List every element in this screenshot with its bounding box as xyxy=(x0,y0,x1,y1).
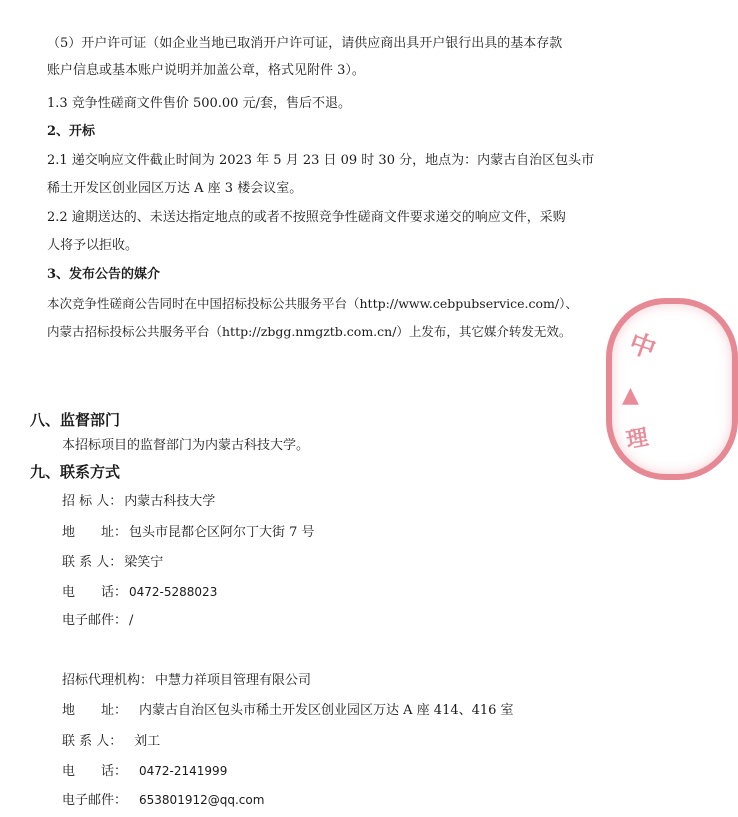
seal-fragment-top: 中 xyxy=(624,328,660,366)
agent-name-row xyxy=(62,673,311,689)
label: 地 址： xyxy=(62,525,128,540)
tenderer-phone-row xyxy=(62,584,217,601)
tenderer-contact: 梁笑宁 xyxy=(124,555,164,570)
heading-bid-opening: 2、开标 xyxy=(47,124,96,139)
paragraph-media: 本次竞争性磋商公告同时在中国招标投标公共服务平台（http://www.cebpubservice.com/）、 xyxy=(47,296,578,311)
official-seal-stamp xyxy=(606,298,738,480)
seal-fragment-bottom: 理 xyxy=(624,424,651,454)
agent-address: 内蒙古自治区包头市稀土开发区创业园区万达 A 座 414、416 室 xyxy=(139,703,514,718)
section-9-heading: 九、联系方式 xyxy=(30,463,121,481)
seal-star: ▲ xyxy=(622,382,639,408)
tenderer-contact-row xyxy=(62,555,163,571)
section-8-text: 本招标项目的监督部门为内蒙古科技大学。 xyxy=(62,438,310,453)
agent-phone: 0472-2141999 xyxy=(139,764,228,778)
agent-email-row xyxy=(62,792,264,809)
tenderer-email-row xyxy=(62,613,133,629)
label: 电 话： xyxy=(62,764,128,779)
label: 招标代理机构： xyxy=(62,673,154,688)
label: 电子邮件： xyxy=(62,613,128,628)
tenderer-address-row xyxy=(62,525,315,541)
paragraph-price: 1.3 竞争性磋商文件售价 500.00 元/套，售后不退。 xyxy=(47,96,351,111)
tenderer-email: / xyxy=(129,613,134,628)
paragraph-deadline: 2.1 递交响应文件截止时间为 2023 年 5 月 23 日 09 时 30 分，地点为：内蒙古自治区包头市 xyxy=(47,153,595,168)
section-8-heading: 八、监督部门 xyxy=(30,411,121,429)
paragraph-late-submission: 2.2 逾期送达的、未送达指定地点的或者不按照竞争性磋商文件要求递交的响应文件，采购 xyxy=(47,210,566,225)
agent-email: 653801912@qq.com xyxy=(139,793,265,807)
paragraph-late-submission-cont: 人将予以拒收。 xyxy=(47,238,139,253)
paragraph-license-cont: 账户信息或基本账户说明并加盖公章，格式见附件 3）。 xyxy=(47,63,365,78)
label: 电子邮件： xyxy=(62,793,128,808)
paragraph-license: （5）开户许可证（如企业当地已取消开户许可证，请供应商出具开户银行出具的基本存款 xyxy=(47,36,563,51)
tenderer-address: 包头市昆都仑区阿尔丁大街 7 号 xyxy=(129,525,315,540)
tenderer-phone: 0472-5288023 xyxy=(129,585,218,599)
label: 招 标 人： xyxy=(62,494,123,509)
tenderer-name: 内蒙古科技大学 xyxy=(124,494,216,509)
tenderer-name-row xyxy=(62,494,215,510)
paragraph-deadline-cont: 稀土开发区创业园区万达 A 座 3 楼会议室。 xyxy=(47,181,303,196)
label: 地 址： xyxy=(62,703,128,718)
agent-contact-row xyxy=(62,734,160,750)
label: 联 系 人： xyxy=(62,555,123,570)
label: 联 系 人： xyxy=(62,734,123,749)
paragraph-media-cont: 内蒙古招标投标公共服务平台（http://zbgg.nmgztb.com.cn/）上发布，其它媒介转发无效。 xyxy=(47,324,572,339)
heading-media: 3、发布公告的媒介 xyxy=(47,267,161,282)
label: 电 话： xyxy=(62,585,128,600)
agent-address-row xyxy=(62,703,514,719)
agent-name: 中慧力祥项目管理有限公司 xyxy=(155,673,312,688)
agent-contact: 刘工 xyxy=(134,734,161,749)
agent-phone-row xyxy=(62,763,227,780)
